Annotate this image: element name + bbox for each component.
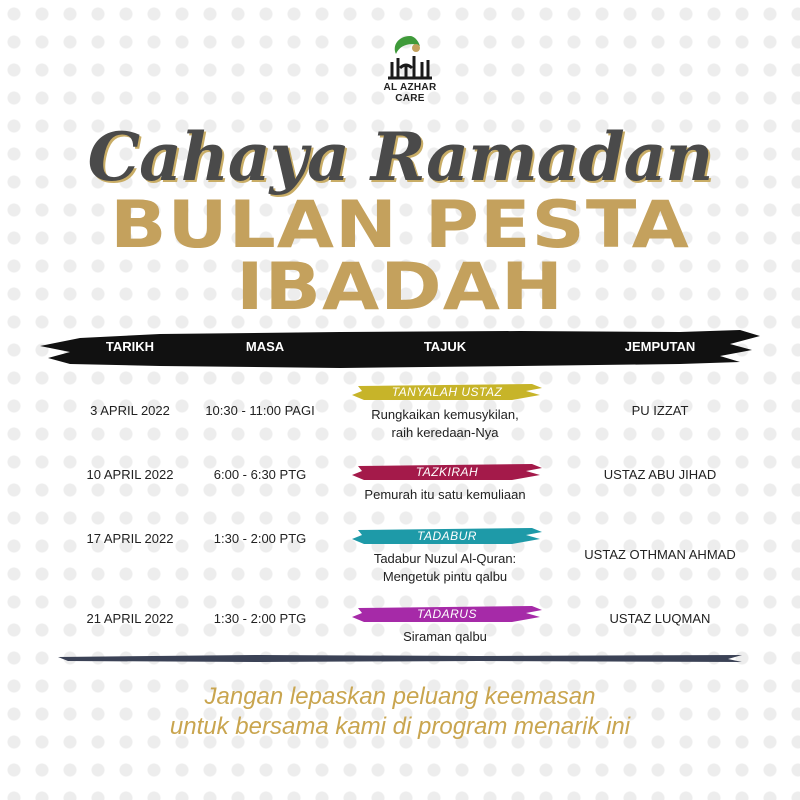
row-time: 10:30 - 11:00 PAGI bbox=[205, 403, 315, 418]
row-topic-line-1: Pemurah itu satu kemuliaan bbox=[364, 487, 526, 502]
row-topic-line-1: Rungkaikan kemusykilan, bbox=[371, 407, 519, 422]
row-time: 6:00 - 6:30 PTG bbox=[213, 467, 307, 482]
row-date: 3 APRIL 2022 bbox=[90, 403, 170, 418]
row-topic-line-2: Mengetuk pintu qalbu bbox=[382, 569, 508, 584]
row-date: 21 APRIL 2022 bbox=[86, 611, 174, 626]
row-guest: PU IZZAT bbox=[631, 403, 689, 418]
row-date: 17 APRIL 2022 bbox=[86, 531, 174, 546]
row-topic-line-1: Siraman qalbu bbox=[403, 629, 487, 644]
row-tag: TADARUS bbox=[417, 607, 477, 621]
brand-name: AL AZHAR CARE bbox=[383, 82, 437, 104]
row-tag: TADABUR bbox=[417, 529, 477, 543]
row-time: 1:30 - 2:00 PTG bbox=[213, 531, 307, 546]
row-guest: USTAZ ABU JIHAD bbox=[603, 467, 717, 482]
footer-line-2: untuk bersama kami di program menarik ini bbox=[169, 713, 631, 740]
title-line-2: IBADAH bbox=[236, 249, 564, 325]
title-line-1: BULAN PESTA bbox=[110, 187, 690, 263]
row-guest: USTAZ OTHMAN AHMAD bbox=[584, 547, 736, 562]
header-jemputan: JEMPUTAN bbox=[624, 339, 696, 354]
al-azhar-logo-icon bbox=[380, 32, 440, 84]
divider-brush-line bbox=[58, 652, 742, 664]
row-guest: USTAZ LUQMAN bbox=[609, 611, 711, 626]
footer-line-1: Jangan lepaskan peluang keemasan bbox=[204, 683, 596, 710]
header-tajuk: TAJUK bbox=[423, 339, 467, 354]
brand-logo bbox=[370, 32, 450, 102]
row-date: 10 APRIL 2022 bbox=[86, 467, 174, 482]
title-script: Cahaya Ramadan bbox=[87, 118, 713, 196]
row-tag: TANYALAH USTAZ bbox=[391, 385, 503, 399]
row-time: 1:30 - 2:00 PTG bbox=[213, 611, 307, 626]
row-tag: TAZKIRAH bbox=[415, 465, 479, 479]
row-topic-line-1: Tadabur Nuzul Al-Quran: bbox=[373, 551, 517, 566]
header-tarikh: TARIKH bbox=[105, 339, 155, 354]
row-topic-line-2: raih keredaan-Nya bbox=[391, 425, 499, 440]
header-masa: MASA bbox=[245, 339, 285, 354]
